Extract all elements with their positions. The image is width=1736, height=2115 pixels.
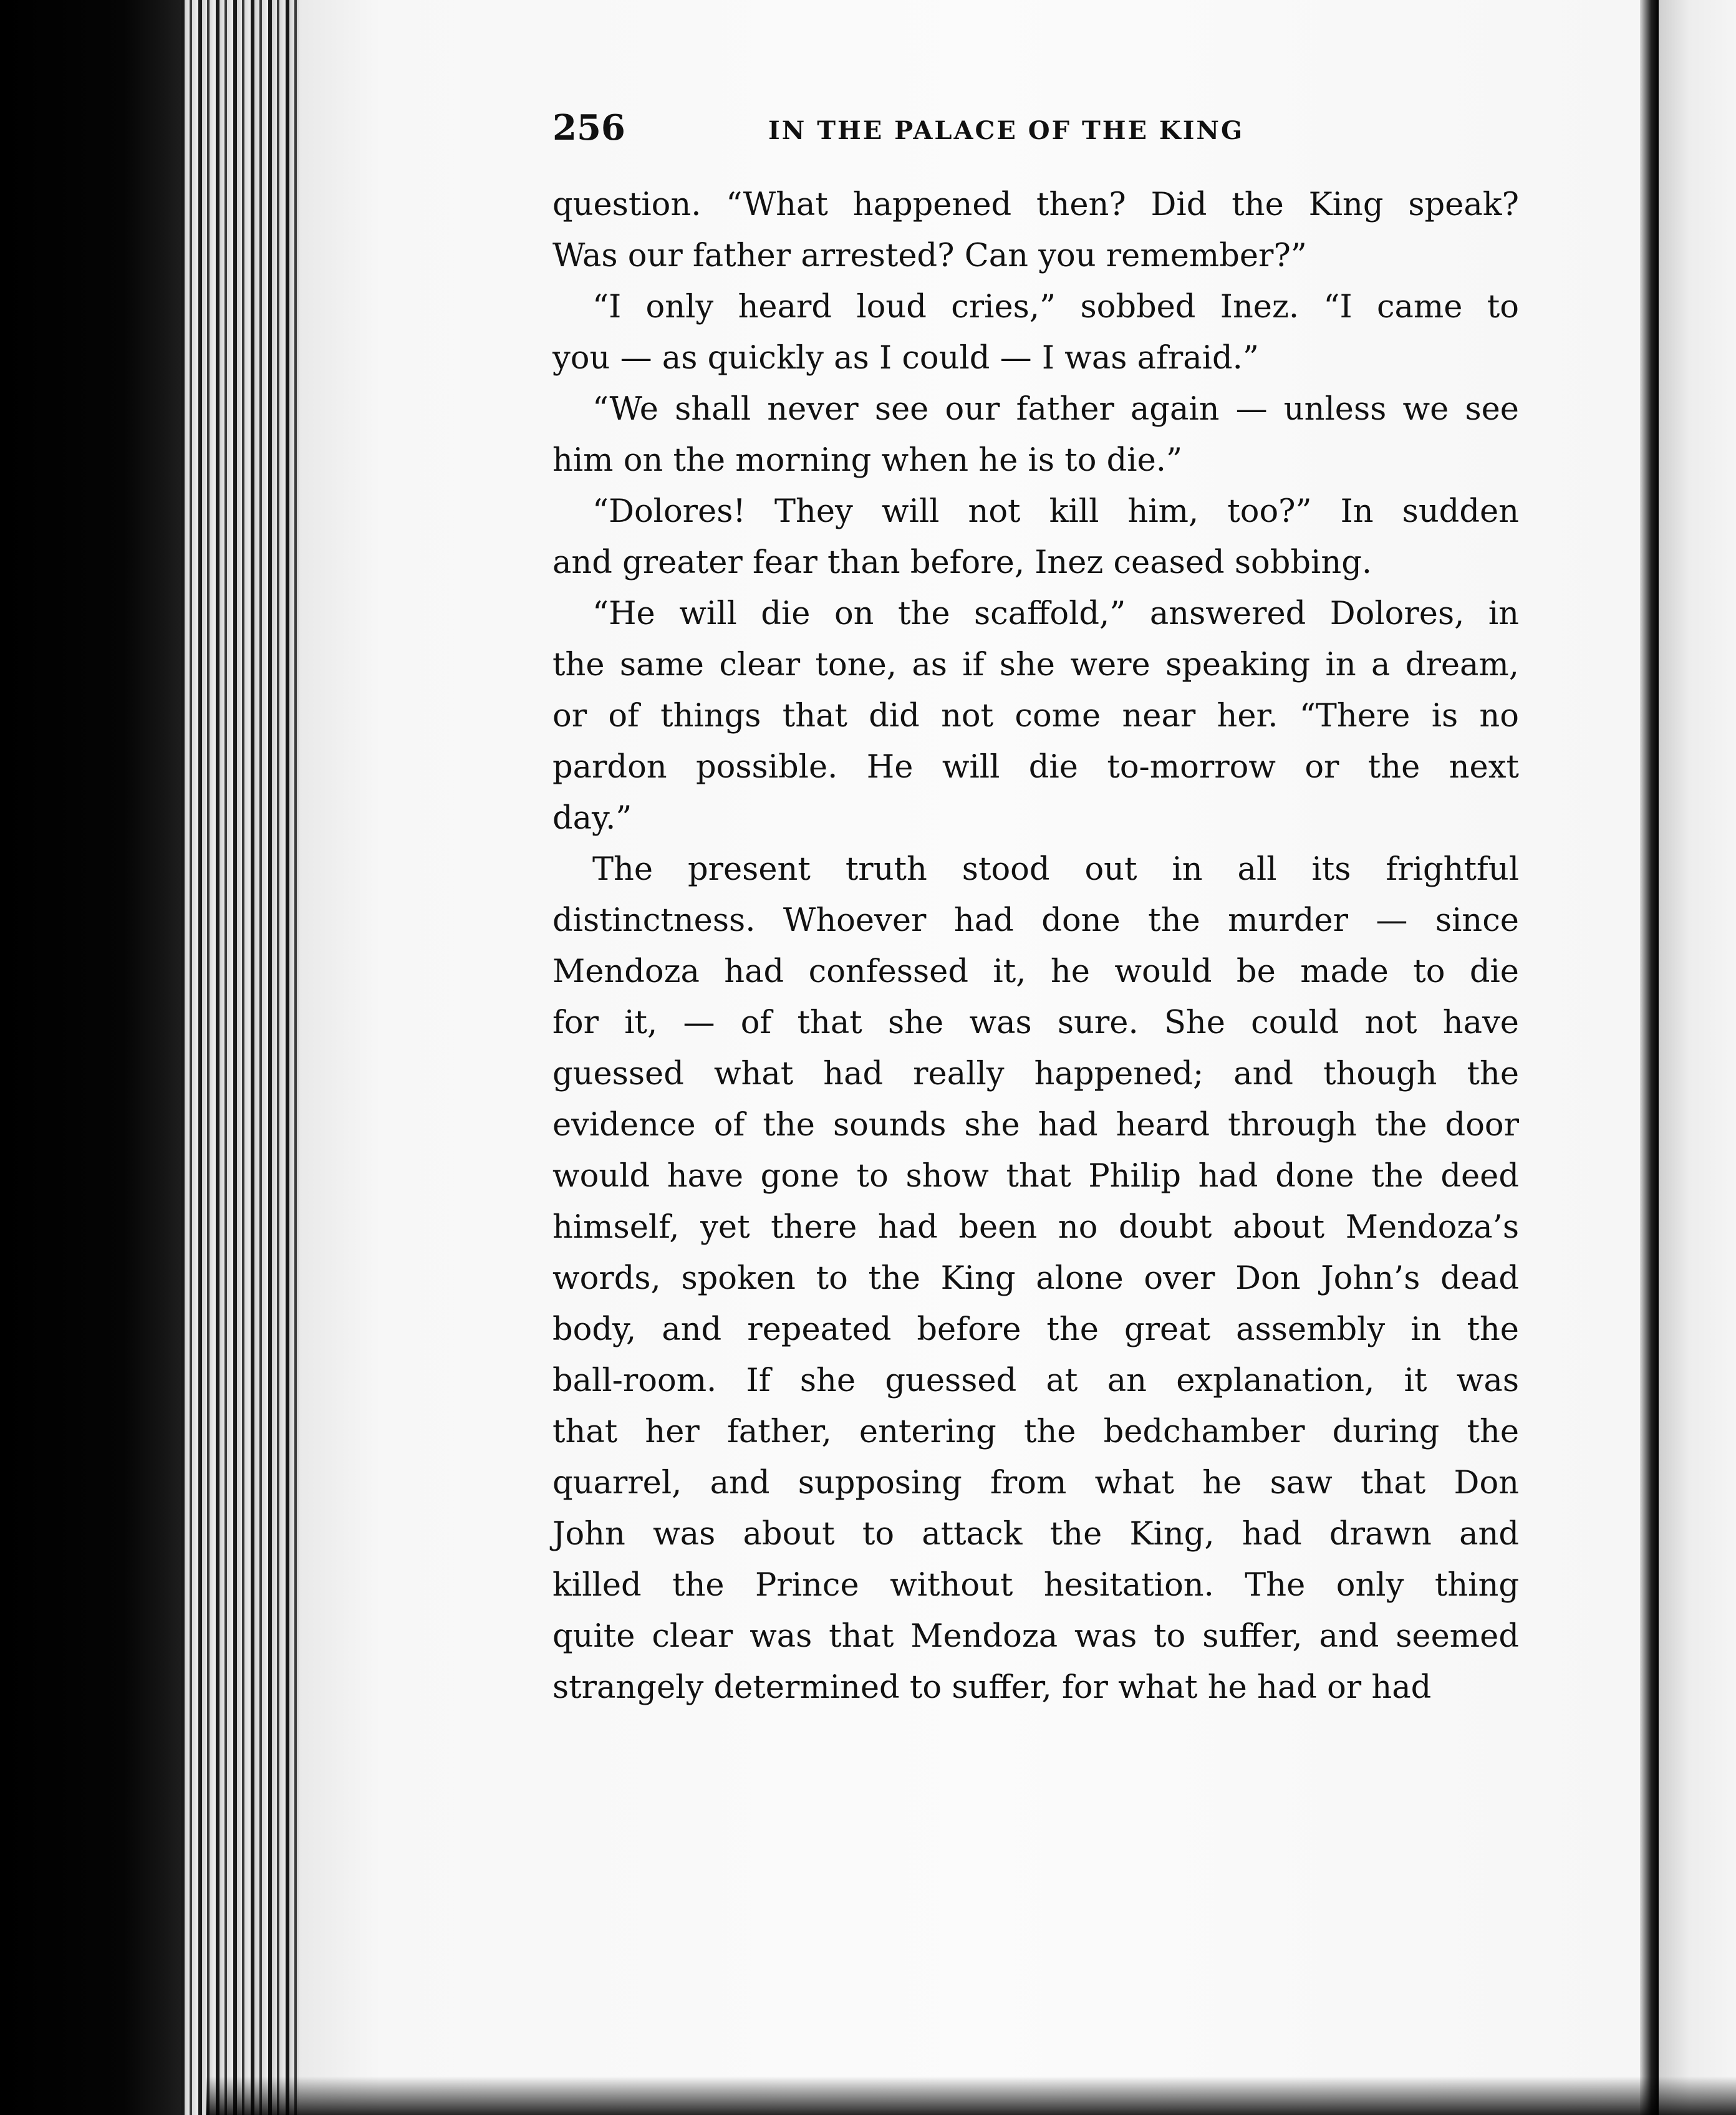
text-line: for it, — of that she was sure. She could not have	[552, 1005, 1519, 1041]
text-line: the same clear tone, as if she were speaking in a dream,	[552, 647, 1519, 683]
text-line: would have gone to show that Philip had done the deed	[552, 1158, 1519, 1195]
text-line: “Dolores! They will not kill him, too?” In sudden	[592, 493, 1519, 530]
book-spine-shadow	[0, 0, 206, 2115]
text-line: strangely determined to suffer, for what he had or had	[552, 1669, 1432, 1706]
paragraph	[552, 180, 1519, 282]
text-line: pardon possible. He will die to-morrow or the next	[552, 749, 1519, 786]
bottom-shadow	[206, 2076, 1736, 2115]
text-line: or of things that did not come near her. “There is no	[552, 698, 1519, 735]
text-line: Was our father arrested? Can you remember?”	[552, 238, 1307, 274]
text-line: body, and repeated before the great assembly in the	[552, 1311, 1519, 1348]
paragraph	[552, 384, 1519, 486]
text-line: and greater fear than before, Inez ceased sobbing.	[552, 544, 1372, 581]
text-line: day.”	[552, 800, 632, 837]
running-head	[552, 106, 1519, 168]
text-line: himself, yet there had been no doubt about Mendoza’s	[552, 1209, 1519, 1246]
text-line: killed the Prince without hesitation. The only thing	[552, 1567, 1519, 1604]
page-edges	[181, 0, 306, 2115]
text-line: “We shall never see our father again — unless we see	[592, 391, 1519, 428]
body-text	[552, 180, 1519, 1713]
text-line: question. “What happened then? Did the King speak?	[552, 186, 1519, 223]
facing-page-margin	[1659, 0, 1736, 2115]
text-line: “I only heard loud cries,” sobbed Inez. “I came to	[592, 289, 1519, 325]
text-line: The present truth stood out in all its frightful	[592, 851, 1519, 888]
running-title: IN THE PALACE OF THE KING	[768, 116, 1245, 145]
text-line: ball-room. If she guessed at an explanation, it was	[552, 1362, 1519, 1399]
text-line: John was about to attack the King, had drawn and	[552, 1516, 1519, 1553]
page-number: 256	[552, 107, 625, 148]
text-line: words, spoken to the King alone over Don John’s dead	[552, 1260, 1519, 1297]
paragraph	[552, 844, 1519, 1713]
text-line: that her father, entering the bedchamber during the	[552, 1414, 1519, 1450]
text-line: quarrel, and supposing from what he saw that Don	[552, 1465, 1519, 1501]
text-line: “He will die on the scaffold,” answered Dolores, in	[592, 595, 1519, 632]
paragraph	[552, 486, 1519, 589]
text-line: quite clear was that Mendoza was to suffer, and seemed	[552, 1618, 1519, 1655]
text-block	[552, 106, 1519, 1713]
binding-edge	[1640, 0, 1659, 2115]
text-line: Mendoza had confessed it, he would be made to die	[552, 953, 1519, 990]
text-line: distinctness. Whoever had done the murder — since	[552, 902, 1519, 939]
text-line: guessed what had really happened; and though the	[552, 1056, 1519, 1092]
paragraph	[552, 589, 1519, 844]
paragraph	[552, 282, 1519, 384]
text-line: evidence of the sounds she had heard through the door	[552, 1107, 1519, 1144]
text-line: him on the morning when he is to die.”	[552, 442, 1183, 479]
text-line: you — as quickly as I could — I was afraid.”	[552, 340, 1259, 377]
